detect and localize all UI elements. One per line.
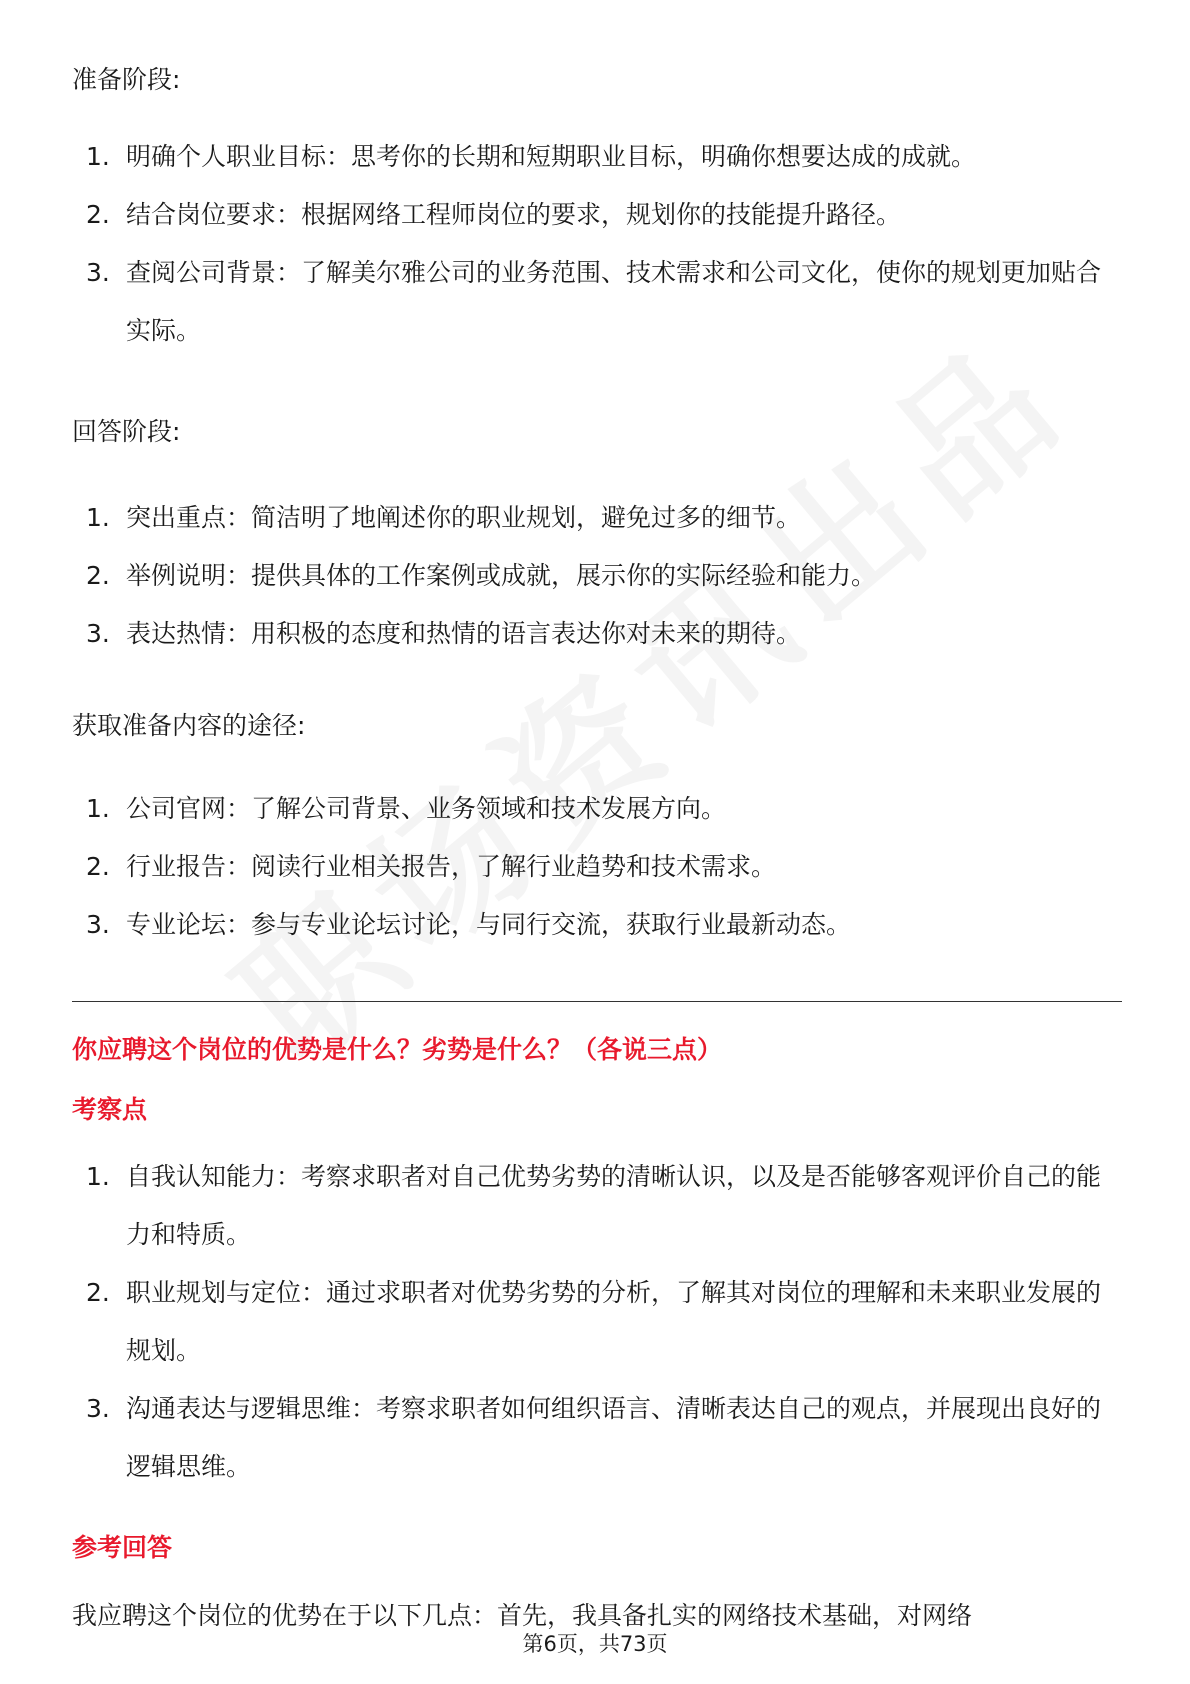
- section-divider: [72, 1001, 1122, 1002]
- list-item: [72, 489, 1122, 547]
- item-text: 专业论坛：参与专业论坛讨论，与同行交流，获取行业最新动态。: [126, 910, 852, 939]
- item-number: 1.: [86, 503, 110, 532]
- list-item: [72, 244, 1122, 360]
- item-number: 1.: [86, 794, 110, 823]
- list-item: [72, 1380, 1122, 1496]
- item-number: 3.: [86, 910, 110, 939]
- prep-list: [72, 128, 1122, 360]
- answer-title: 回答阶段:: [72, 417, 181, 446]
- item-number: 1.: [86, 142, 110, 171]
- item-text: 突出重点：简洁明了地阐述你的职业规划，避免过多的细节。: [126, 503, 802, 532]
- item-number: 3.: [86, 1394, 110, 1423]
- item-text: 自我认知能力：考察求职者对自己优势劣势的清晰认识，以及是否能够客观评价自己的能力和特质。: [126, 1162, 1102, 1249]
- list-item: [72, 1148, 1122, 1264]
- points-list: [72, 1148, 1122, 1496]
- item-text: 查阅公司背景：了解美尔雅公司的业务范围、技术需求和公司文化，使你的规划更加贴合实际。: [126, 258, 1102, 345]
- item-text: 行业报告：阅读行业相关报告，了解行业趋势和技术需求。: [126, 852, 777, 881]
- item-text: 结合岗位要求：根据网络工程师岗位的要求，规划你的技能提升路径。: [126, 200, 902, 229]
- watermark: [186, 356, 1014, 1100]
- item-number: 2.: [86, 852, 110, 881]
- item-text: 举例说明：提供具体的工作案例或成就，展示你的实际经验和能力。: [126, 561, 877, 590]
- item-number: 1.: [86, 1162, 110, 1191]
- sources-title: 获取准备内容的途径:: [72, 711, 306, 740]
- item-text: 表达热情：用积极的态度和热情的语言表达你对未来的期待。: [126, 619, 802, 648]
- reference-text: 我应聘这个岗位的优势在于以下几点：首先，我具备扎实的网络技术基础，对网络: [72, 1601, 973, 1630]
- item-number: 2.: [86, 561, 110, 590]
- prep-title: 准备阶段:: [72, 65, 181, 94]
- item-text: 职业规划与定位：通过求职者对优势劣势的分析，了解其对岗位的理解和未来职业发展的规划。: [126, 1278, 1102, 1365]
- sources-list: [72, 780, 1122, 954]
- question-title: 你应聘这个岗位的优势是什么？劣势是什么？（各说三点）: [72, 1035, 723, 1064]
- answer-list: [72, 489, 1122, 663]
- item-number: 2.: [86, 200, 110, 229]
- item-text: 明确个人职业目标：思考你的长期和短期职业目标，明确你想要达成的成就。: [126, 142, 977, 171]
- list-item: [72, 547, 1122, 605]
- reference-heading: 参考回答: [72, 1533, 173, 1562]
- points-heading: 考察点: [72, 1095, 148, 1124]
- item-number: 2.: [86, 1278, 110, 1307]
- item-text: 公司官网：了解公司背景、业务领域和技术发展方向。: [126, 794, 727, 823]
- page-number: 第6页，共73页: [522, 1632, 668, 1656]
- list-item: [72, 605, 1122, 663]
- list-item: [72, 896, 1122, 954]
- list-item: [72, 186, 1122, 244]
- list-item: [72, 1264, 1122, 1380]
- item-number: 3.: [86, 619, 110, 648]
- item-number: 3.: [86, 258, 110, 287]
- list-item: [72, 838, 1122, 896]
- item-text: 沟通表达与逻辑思维：考察求职者如何组织语言、清晰表达自己的观点，并展现出良好的逻辑思维。: [126, 1394, 1102, 1481]
- list-item: [72, 128, 1122, 186]
- list-item: [72, 780, 1122, 838]
